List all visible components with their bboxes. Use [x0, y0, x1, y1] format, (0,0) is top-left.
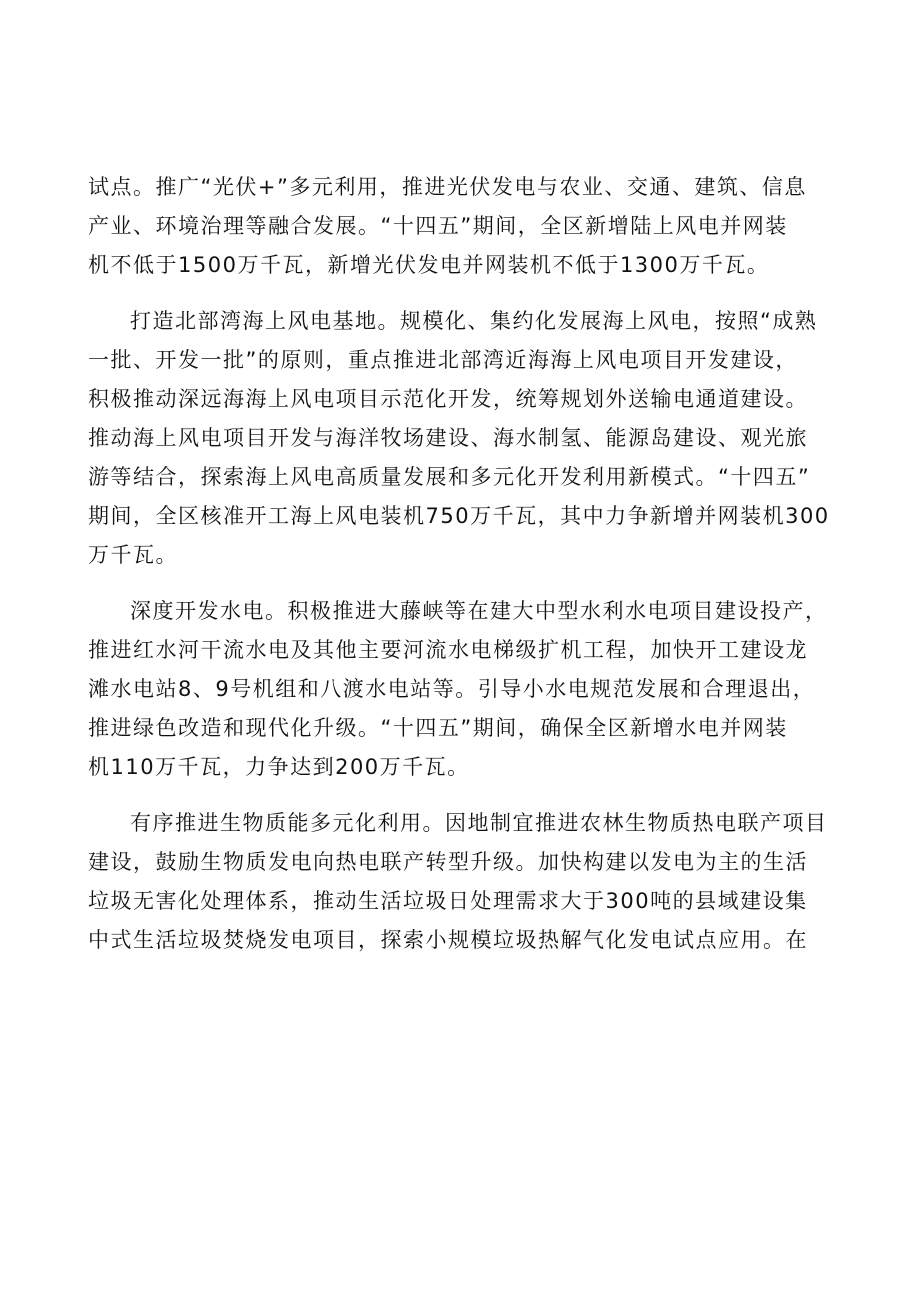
document-page — [88, 168, 840, 977]
text-line: 深度开发水电。积极推进大藤峡等在建大中型水利水电项目建设投产， — [130, 599, 828, 623]
text-line: 打造北部湾海上风电基地。规模化、集约化发展海上风电，按照“成熟 — [130, 309, 818, 333]
text-line: 垃圾无害化处理体系，推动生活垃圾日处理需求大于300吨的县域建设集 — [88, 889, 808, 913]
text-line: 推进绿色改造和现代化升级。“十四五”期间，确保全区新增水电并网装 — [88, 716, 788, 740]
text-line: 推动海上风电项目开发与海洋牧场建设、海水制氢、能源岛建设、观光旅 — [88, 426, 808, 450]
text-line: 万千瓦。 — [88, 543, 178, 567]
text-line: 机不低于1500万千瓦，新增光伏发电并网装机不低于1300万千瓦。 — [88, 253, 770, 277]
text-line: 游等结合，探索海上风电高质量发展和多元化开发利用新模式。“十四五” — [88, 465, 811, 489]
paragraph-biomass — [88, 804, 840, 960]
text-line: 推进红水河干流水电及其他主要河流水电梯级扩机工程，加快开工建设龙 — [88, 638, 808, 662]
text-line: 一批、开发一批”的原则，重点推进北部湾近海海上风电项目开发建设， — [88, 348, 798, 372]
text-line: 试点。推广“光伏+”多元利用，推进光伏发电与农业、交通、建筑、信息 — [88, 175, 807, 199]
text-line: 积极推动深远海海上风电项目示范化开发，统筹规划外送输电通道建设。 — [88, 387, 808, 411]
text-line: 产业、环境治理等融合发展。“十四五”期间，全区新增陆上风电并网装 — [88, 214, 788, 238]
text-line: 滩水电站8、9号机组和八渡水电站等。引导小水电规范发展和合理退出， — [88, 677, 816, 701]
paragraph-solar-continuation — [88, 168, 840, 285]
paragraph-hydropower — [88, 592, 840, 787]
text-line: 机110万千瓦，力争达到200万千瓦。 — [88, 755, 470, 779]
text-line: 有序推进生物质能多元化利用。因地制宜推进农林生物质热电联产项目 — [130, 811, 828, 835]
text-line: 期间，全区核准开工海上风电装机750万千瓦，其中力争新增并网装机300 — [88, 504, 830, 528]
text-line: 建设，鼓励生物质发电向热电联产转型升级。加快构建以发电为主的生活 — [88, 850, 808, 874]
text-line: 中式生活垃圾焚烧发电项目，探索小规模垃圾热解气化发电试点应用。在 — [88, 928, 808, 952]
paragraph-offshore-wind — [88, 302, 840, 575]
